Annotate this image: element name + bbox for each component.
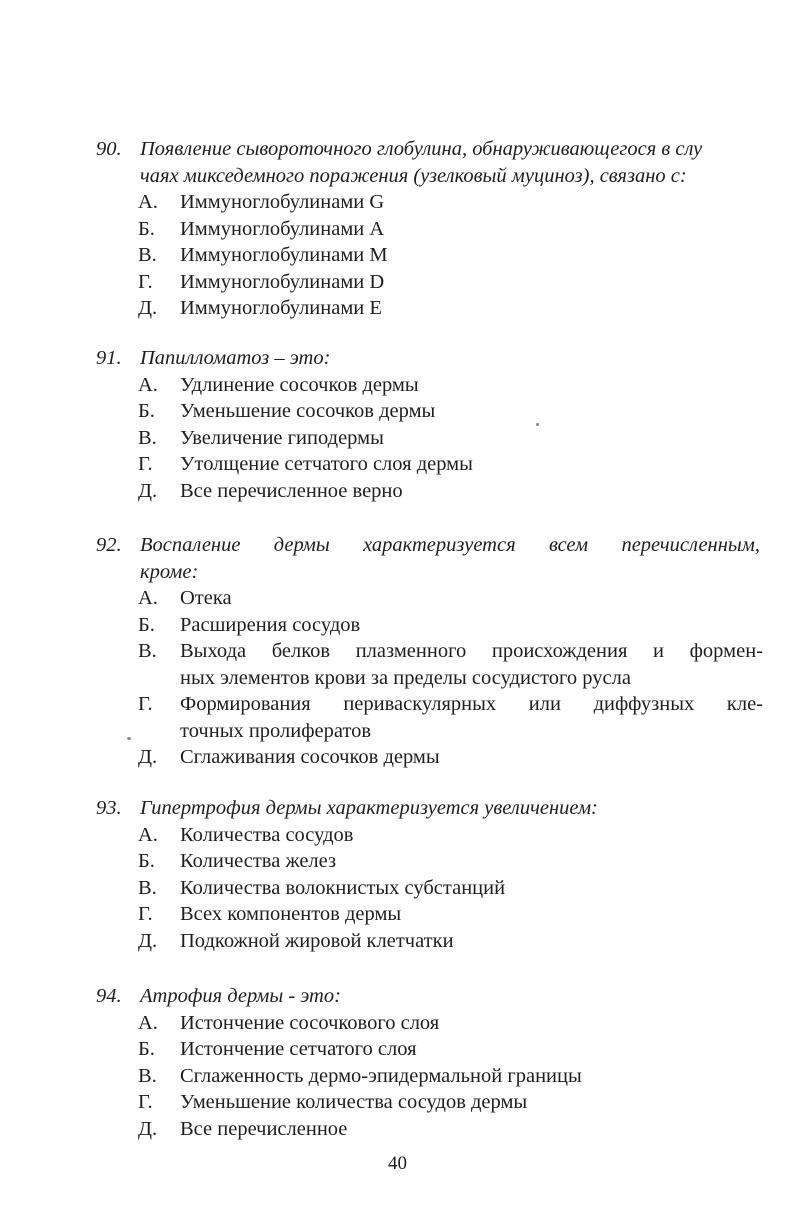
page-number: 40 [388, 1153, 407, 1174]
option-letter: Б. [138, 217, 155, 240]
answer-option [96, 822, 766, 849]
answer-option [96, 189, 766, 216]
option-text: Иммуноглобулинами М [180, 244, 388, 266]
answer-option [96, 928, 766, 955]
question-text-line: чаях микседемного поражения (узелковый муциноз), связано с: [140, 164, 687, 187]
answer-option [96, 1036, 766, 1063]
answer-option [96, 612, 766, 639]
answer-option [96, 1010, 766, 1037]
option-text: Иммуноглобулинами G [180, 191, 385, 213]
option-text: Увеличение гиподермы [180, 426, 384, 449]
question-text [96, 795, 766, 822]
option-letter: Б. [138, 400, 155, 422]
option-letter: Г. [138, 270, 153, 293]
option-letter: А. [138, 373, 158, 396]
question-91 [96, 345, 766, 504]
option-text: Формирования периваскулярных или диффузных кле- [180, 693, 763, 715]
answer-option [96, 875, 766, 902]
answer-option [96, 425, 766, 452]
option-text: Иммуноглобулинами А [180, 217, 385, 240]
question-text-line: кроме: [140, 560, 199, 583]
option-letter: Г. [138, 1091, 153, 1113]
answer-option [96, 901, 766, 928]
option-letter: Д. [138, 297, 158, 319]
option-text: Количества волокнистых субстанций [180, 876, 506, 899]
answer-option [96, 585, 766, 612]
answer-option [96, 242, 766, 269]
option-text: Подкожной жировой клетчатки [180, 929, 454, 952]
option-letter: Д. [138, 479, 158, 502]
option-text: Уменьшение количества сосудов дермы [180, 1091, 528, 1113]
question-number: 92. [96, 534, 122, 556]
option-letter: Б. [138, 1038, 155, 1060]
question-text [96, 136, 766, 163]
option-text: Удлинение сосочков дермы [180, 373, 419, 396]
option-letter: В. [138, 640, 157, 662]
answer-option [96, 691, 766, 744]
question-number: 91. [96, 347, 122, 369]
answer-option [96, 216, 766, 243]
option-letter: Д. [138, 1117, 158, 1140]
option-letter: А. [138, 191, 158, 213]
question-text [96, 532, 766, 559]
question-number: 93. [96, 797, 122, 819]
question-92 [96, 532, 766, 771]
answer-option [96, 451, 766, 478]
option-letter: Г. [138, 693, 153, 715]
answer-option [96, 1089, 766, 1116]
question-text-line: Атрофия дермы - это: [140, 985, 341, 1007]
question-text-line: Папилломатоз – это: [140, 347, 331, 369]
option-letter: Б. [138, 850, 155, 872]
answer-option [96, 295, 766, 322]
question-text-line: Воспаление дермы характеризуется всем перечисленным, [140, 534, 760, 556]
answer-option [96, 269, 766, 296]
question-number: 90. [96, 138, 122, 160]
option-letter: Б. [138, 613, 155, 636]
option-text-continued: точных пролифератов [180, 719, 372, 742]
option-letter: Д. [138, 929, 158, 952]
answer-option [96, 398, 766, 425]
question-number: 94. [96, 985, 122, 1007]
option-text: Количества желез [180, 850, 337, 872]
answer-option [96, 372, 766, 399]
question-93 [96, 795, 766, 954]
option-letter: Г. [138, 453, 153, 475]
answer-option [96, 1063, 766, 1090]
option-text: Иммуноглобулинами Е [180, 297, 382, 319]
question-text [96, 345, 766, 372]
option-text: Сглаженность дермо-эпидермальной границы [180, 1064, 582, 1087]
question-text-line: Появление сывороточного глобулина, обнаруживающегося в слу [140, 138, 703, 160]
answer-option [96, 638, 766, 691]
answer-option [96, 478, 766, 505]
option-text: Количества сосудов [180, 823, 354, 846]
option-letter: Д. [138, 746, 158, 768]
answer-option [96, 848, 766, 875]
option-letter: А. [138, 1011, 158, 1034]
option-text: Выхода белков плазменного происхождения и формен- [180, 640, 763, 662]
option-letter: В. [138, 426, 157, 449]
scan-speck [127, 737, 131, 740]
option-letter: Г. [138, 903, 153, 925]
option-letter: В. [138, 1064, 157, 1087]
question-text [96, 983, 766, 1010]
answer-option [96, 744, 766, 771]
option-letter: В. [138, 876, 157, 899]
option-text-continued: ных элементов крови за пределы сосудистого русла [180, 666, 631, 689]
option-text: Все перечисленное верно [180, 479, 403, 502]
option-text: Расширения сосудов [180, 613, 361, 636]
option-text: Сглаживания сосочков дермы [180, 746, 440, 768]
question-90 [96, 136, 766, 322]
option-letter: В. [138, 244, 157, 266]
option-text: Утолщение сетчатого слоя дермы [180, 453, 473, 475]
option-text: Истончение сосочкового слоя [180, 1011, 440, 1034]
scan-speck [536, 423, 539, 426]
option-letter: А. [138, 823, 158, 846]
option-text: Всех компонентов дермы [180, 903, 402, 925]
option-text: Уменьшение сосочков дермы [180, 400, 436, 422]
option-text: Иммуноглобулинами D [180, 270, 385, 293]
question-text-line: Гипертрофия дермы характеризуется увеличением: [140, 797, 598, 819]
option-text: Отека [180, 587, 232, 609]
option-text: Все перечисленное [180, 1117, 348, 1140]
answer-option [96, 1116, 766, 1143]
option-letter: А. [138, 587, 158, 609]
question-94 [96, 983, 766, 1142]
option-text: Истончение сетчатого слоя [180, 1038, 417, 1060]
